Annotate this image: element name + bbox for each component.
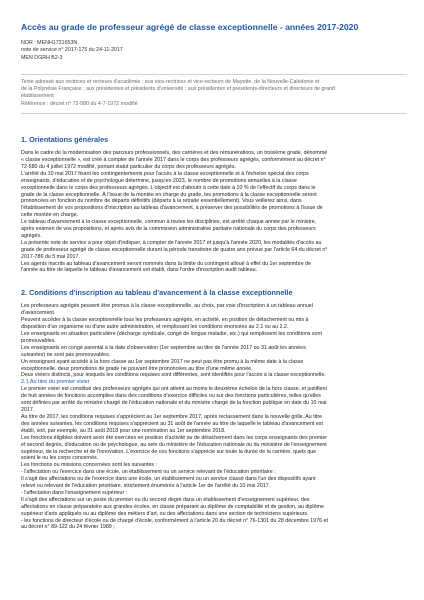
- text-line: supérieur d'arts appliqués ou au diplôme des métiers d'art, ou des affectations dans une section de techniciens supérieurs.: [21, 510, 309, 517]
- section-2-body: [21, 303, 407, 379]
- text-line: Le premier vivier est constitué des professeurs agrégés qui ont atteint au moins le deuxième échelon de la hors classe, et justifient: [21, 386, 327, 393]
- text-line: établissement: [21, 93, 54, 100]
- section-1-body: [21, 150, 407, 274]
- text-line: « classe exceptionnelle », est créé à compter de l'année 2017 dans le corps des professeurs agrégés, conformément au décret n°: [21, 156, 326, 163]
- text-line: Texte adressé aux rectrices et recteurs d'académie ; aux vice-rectrices et vice-recteurs de Mayotte, de la Nouvelle-Calédonie et: [21, 78, 320, 85]
- text-line: Les professeurs agrégés peuvent être promus à la classe exceptionnelle, au choix, par voie d'inscription à un tableau annuel: [21, 303, 313, 310]
- text-line: exceptionnelle dans le corps des professeurs agrégés. L'objectif est d'aboutir à cette date à 10 % de l'effectif du corps dans le: [21, 184, 316, 191]
- text-line: Les fonctions éligibles doivent avoir été exercées en position d'activité ou de détachement dans les corps enseignants des premier: [21, 434, 328, 441]
- text-line: Un enseignant ayant accédé à la hors classe au 1er septembre 2017 ne peut pas être promu à la même date à la classe: [21, 358, 304, 365]
- text-line: Les enseignants en situation particulière (décharge syndicale, congé de longue maladie, etc.) qui remplissent les conditions sont: [21, 331, 322, 338]
- text-line: grade de la classe exceptionnelle. À l'issue de la montée en charge du grade, les promotions à la classe exceptionnelle seront: [21, 191, 317, 198]
- text-line: l'année au titre de laquelle le tableau d'avancement est établi, dans l'ordre d'inscription audit tableau.: [21, 267, 258, 274]
- text-line: disposition d'un organisme ou d'une autre administration, et remplissant les conditions énoncées au 2.1 ou au 2.2.: [21, 324, 289, 331]
- text-line: Il s'agit des affectations ou de l'exercice dans une école, un établissement ou un service classé dans l'un des dispositifs ayant: [21, 476, 316, 483]
- text-line: Au titre de 2017, les conditions requises s'apprécient au 1er septembre 2017, après reclassement dans la nouvelle grille. Au titre: [21, 413, 323, 420]
- text-line: Le tableau d'avancement à la classe exceptionnelle, commun à toutes les disciplines, est arrêté chaque année par le ministre,: [21, 219, 317, 226]
- text-line: de huit années de fonctions accomplies dans des conditions d'exercice difficiles ou sur des fonctions particulières, telles qu'elles: [21, 393, 321, 400]
- text-line: Dans le cadre de la modernisation des parcours professionnels, des carrières et des rémunérations, un troisième grade, dénommé: [21, 150, 328, 157]
- text-line: Deux viviers distincts, pour lesquels les conditions requises sont différentes, sont identifiés pour l'accès à la classe exceptionnelle.: [21, 372, 326, 379]
- text-line: 2017-786 du 5 mai 2017.: [21, 253, 80, 260]
- nor-reference: NOR : MENH1731653N: [21, 40, 78, 46]
- text-line: sont définies par arrêté du ministre chargé de l'éducation nationale et du ministre chargé de la fonction publique en date du 10 mai: [21, 400, 327, 407]
- text-line: - l'affectation ou l'exercice dans une école, un établissement ou un service relevant de l'éducation prioritaire :: [21, 469, 276, 476]
- text-line: de la Polynésie Française ; aux présidentes et présidents d'université ; aux présidentes et présidents-directeurs et directeurs de grand: [21, 86, 335, 93]
- text-line: prononcées en fonction du nombre de départs définitifs (départs à la retraite essentiellement). Vous veillerez ainsi, dans: [21, 198, 302, 205]
- text-line: Les enseignants en congé parental à la date d'observation (1er septembre au titre de l'année 2017 ou 31 août les années: [21, 344, 306, 351]
- note-reference: note de service n° 2017-175 du 24-11-2017: [21, 47, 123, 54]
- text-line: d'avancement.: [21, 310, 56, 317]
- text-line: - l'affectation dans l'enseignement supérieur :: [21, 489, 128, 496]
- text-line: grade de professeur agrégé de classe exceptionnelle durant la période transitoire de quatre ans prévue par l'article 64 du décret n°: [21, 246, 328, 253]
- text-line: agrégés.: [21, 232, 42, 239]
- text-line: enseignants, d'éducation et de psychologue détermine, jusqu'en 2023, le nombre de promotions annuelles à la classe: [21, 177, 297, 184]
- page-title: Accès au grade de professeur agrégé de classe exceptionnelle - années 2017-2020: [21, 22, 359, 32]
- text-line: cette montée en charge.: [21, 212, 79, 219]
- document-meta: [21, 40, 407, 62]
- text-line: soient le ou les corps concernés.: [21, 455, 99, 462]
- text-line: Il s'agit des affectations sur un poste du premier ou du second degré dans un établissement d'enseignement supérieur, des: [21, 496, 310, 503]
- reference-line: Référence : décret n° 72-580 du 4-7-1972 modifié: [21, 100, 138, 107]
- service-reference: MEN DGRH B2-3: [21, 54, 63, 61]
- subsection-body: [21, 386, 407, 531]
- text-line: promouvables.: [21, 337, 56, 344]
- text-line: Peuvent accéder à la classe exceptionnelle tous les professeurs agrégés, en activité, en position de détachement ou mis à: [21, 317, 309, 324]
- text-line: - les fonctions de directeur d'école ou de chargé d'école, conformément à l'article 20 du décret n° 76-1301 du 28 décembre 1976 et: [21, 517, 328, 524]
- text-line: relevé ou relevant de l'éducation prioritaire, strictement énumérés à l'article 1er de l'arrêté du 10 mai 2017.: [21, 483, 271, 490]
- recipients-box: [21, 74, 407, 114]
- text-line: Les agents inscrits au tableau d'avancement seront nommés dans la limite du contingent alloué à effet du 1er septembre de: [21, 260, 312, 267]
- text-line: Les fonctions ou missions concernées sont les suivantes :: [21, 462, 158, 469]
- text-line: La présente note de service a pour objet d'indiquer, à compter de l'année 2017 et jusqu'à l'année 2020, les modalités d'accès au: [21, 239, 322, 246]
- text-line: l'établissement de vos propositions d'inscription au tableau d'avancement, à préserver des possibilités de promotions à l'issue de: [21, 205, 323, 212]
- text-line: des années suivantes, les conditions requises s'apprécient au 31 août de l'année au titre de laquelle le tableau d'avancement est: [21, 420, 323, 427]
- text-line: L'arrêté du 10 mai 2017 fixant les contingentements pour l'accès à la classe exceptionnelle et à l'échelon spécial des corps: [21, 170, 309, 177]
- text-line: établi, soit, par exemple, au 31 août 2018 pour une nomination au 1er septembre 2018.: [21, 427, 226, 434]
- text-line: et second degrés, d'éducation ou de psychologue, au sein du ministère de l'éducation nationale ou du ministère de l'enseignement: [21, 441, 327, 448]
- text-line: affectations en classe préparatoire aux grandes écoles, en classe préparant au diplôme de comptabilité et de gestion, au diplôme: [21, 503, 324, 510]
- document-page: [21, 22, 407, 531]
- subsection-heading: 2.1 Au titre du premier vivier: [21, 379, 90, 386]
- section-heading-1: 1. Orientations générales: [21, 135, 109, 145]
- text-line: exceptionnelle, deux promotions de grade ne pouvant être prononcées au titre d'une même année.: [21, 365, 253, 372]
- text-line: 72-580 du 4 juillet 1972 modifié, portant statut particulier du corps des professeurs agrégés.: [21, 163, 236, 170]
- text-line: suivantes) ne sont pas promouvables.: [21, 351, 111, 358]
- section-heading-2: 2. Conditions d'inscription au tableau d'avancement à la classe exceptionnelle: [21, 288, 293, 298]
- text-line: supérieur, de la recherche et de l'innovation. L'exercice de ces fonctions s'apprécie sur toute la durée de la carrière, quels que: [21, 448, 317, 455]
- text-line: après examen de vos propositions, et après avis de la commission administrative paritaire nationale du corps des professeurs: [21, 226, 316, 233]
- recipients-text: [21, 79, 407, 108]
- text-line: au décret n° 89-122 du 24 février 1989 ;: [21, 524, 115, 531]
- text-line: 2017.: [21, 407, 35, 414]
